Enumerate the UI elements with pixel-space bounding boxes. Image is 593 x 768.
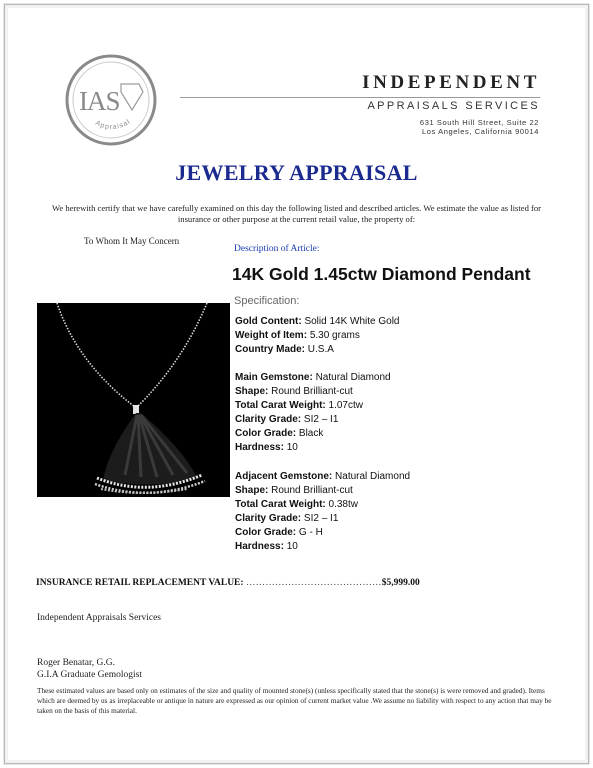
spec-label: Gold Content: bbox=[235, 316, 302, 327]
spec-row bbox=[235, 540, 410, 554]
recipient: To Whom It May Concern bbox=[84, 236, 180, 246]
footer-company: Independent Appraisals Services bbox=[37, 613, 161, 623]
spec-row bbox=[235, 413, 391, 427]
logo-arc-text: Appraisal bbox=[94, 118, 133, 132]
company-name: INDEPENDENT bbox=[362, 72, 540, 93]
pendant-photo bbox=[37, 303, 230, 497]
spec-group-metal bbox=[235, 315, 400, 357]
spec-value: Round Brilliant-cut bbox=[271, 485, 353, 496]
signer-name: Roger Benatar, G.G. bbox=[37, 658, 115, 668]
certify-text: We herewith certify that we have carefully examined on this day the following listed and described articles. We estimate the value as listed for insurance or other purpose at the current retail value, the property of: bbox=[51, 203, 542, 224]
spec-row bbox=[235, 512, 410, 526]
company-header bbox=[318, 72, 540, 94]
page-title: JEWELRY APPRAISAL bbox=[175, 160, 418, 185]
spec-row bbox=[235, 343, 400, 357]
spec-label: Total Carat Weight: bbox=[235, 499, 326, 510]
spec-row bbox=[235, 399, 391, 413]
spec-value: 10 bbox=[286, 541, 298, 552]
spec-row bbox=[235, 315, 400, 329]
spec-row bbox=[235, 385, 391, 399]
address-line-2: Los Angeles, California 90014 bbox=[421, 127, 539, 136]
spec-value: 0.38tw bbox=[328, 499, 358, 510]
spec-label: Total Carat Weight: bbox=[235, 400, 326, 411]
spec-label: Color Grade: bbox=[235, 527, 297, 538]
spec-label: Adjacent Gemstone: bbox=[235, 471, 333, 482]
specification-label: Specification: bbox=[234, 295, 300, 307]
spec-value: 5.30 grams bbox=[309, 330, 360, 341]
spec-row bbox=[235, 484, 410, 498]
disclaimer: These estimated values are based only on estimates of the size and quality of mounted stone(s) (unless specifically stated that the stone(s) is were removed and graded). Items which are deemed by us as irreplaceable or antique in nature are expressed as our opinion of current market value .We assume no liability with respect to any action that may be taken on the basis of this material. bbox=[37, 686, 552, 715]
spec-group-adjacent-gemstone bbox=[235, 470, 410, 554]
spec-label: Shape: bbox=[235, 386, 269, 397]
insurance-value-row bbox=[36, 578, 420, 588]
spec-label: Color Grade: bbox=[235, 428, 297, 439]
signer-title: G.I.A Graduate Gemologist bbox=[37, 670, 143, 680]
spec-value: U.S.A bbox=[307, 344, 334, 355]
spec-value: Round Brilliant-cut bbox=[271, 386, 353, 397]
description-label: Description of Article: bbox=[234, 244, 320, 254]
spec-value: Black bbox=[298, 428, 324, 439]
spec-value: Natural Diamond bbox=[335, 471, 411, 482]
spec-label: Clarity Grade: bbox=[235, 414, 302, 425]
spec-label: Main Gemstone: bbox=[235, 372, 313, 383]
insurance-label: INSURANCE RETAIL REPLACEMENT VALUE: bbox=[36, 578, 244, 588]
spec-row bbox=[235, 427, 391, 441]
spec-label: Country Made: bbox=[235, 344, 305, 355]
spec-value: 1.07ctw bbox=[328, 400, 363, 411]
spec-row bbox=[235, 329, 400, 343]
spec-row bbox=[235, 371, 391, 385]
spec-row bbox=[235, 441, 391, 455]
spec-label: Hardness: bbox=[235, 442, 284, 453]
spec-row bbox=[235, 470, 410, 484]
spec-value: G - H bbox=[298, 527, 323, 538]
insurance-dots: …………………………………… bbox=[245, 578, 382, 588]
insurance-value: $5,999.00 bbox=[381, 578, 420, 588]
spec-label: Shape: bbox=[235, 485, 269, 496]
spec-value: 10 bbox=[286, 442, 298, 453]
spec-row bbox=[235, 498, 410, 512]
spec-label: Weight of Item: bbox=[235, 330, 308, 341]
spec-group-main-gemstone bbox=[235, 371, 391, 455]
address-line-1: 631 South Hill Street, Suite 22 bbox=[419, 118, 539, 127]
signature-block bbox=[37, 657, 142, 681]
spec-value: Natural Diamond bbox=[315, 372, 391, 383]
header-divider bbox=[180, 97, 540, 98]
ias-logo bbox=[65, 54, 157, 146]
spec-label: Hardness: bbox=[235, 541, 284, 552]
spec-value: Solid 14K White Gold bbox=[304, 316, 400, 327]
spec-value: SI2 – I1 bbox=[303, 513, 339, 524]
logo-text: IAS bbox=[79, 86, 120, 116]
spec-label: Clarity Grade: bbox=[235, 513, 302, 524]
company-subtitle: APPRAISALS SERVICES bbox=[367, 100, 540, 112]
item-title: 14K Gold 1.45ctw Diamond Pendant bbox=[232, 264, 531, 284]
spec-row bbox=[235, 526, 410, 540]
spec-value: SI2 – I1 bbox=[303, 414, 339, 425]
